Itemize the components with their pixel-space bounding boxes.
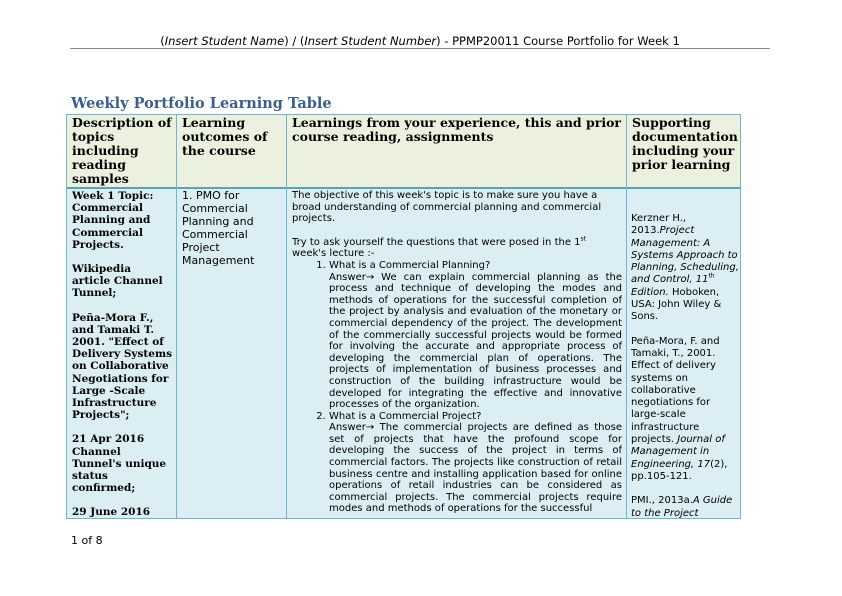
column-header: Description of topics including reading samples bbox=[72, 115, 172, 186]
portfolio-table bbox=[66, 114, 741, 519]
learnings-cell bbox=[292, 190, 622, 518]
header-separator: / bbox=[288, 34, 300, 48]
question-text: 1. What is a Commercial Planning? bbox=[329, 259, 491, 271]
answer-text: Answer→ We can explain commercial planning as the process and technique of developing the modes and methods of operations for the successful completion of the project by analysis and evaluation of the monetary or commercial dependency of the project. The development of the commercially successful projects would be formed for involving the accurate and appropriate process of developing the commercial plan of operations. The projects of implementation of business processes and construction of the building infrastructure would be developed for integrating the effective and innovative processes of the organization. bbox=[329, 271, 622, 411]
column-header: Learning outcomes of the course bbox=[182, 115, 268, 158]
column-learnings bbox=[287, 115, 627, 518]
page-title: Weekly Portfolio Learning Table bbox=[71, 95, 332, 112]
column-header: Supporting documentation including your prior learning bbox=[632, 115, 738, 172]
column-outcomes bbox=[177, 115, 287, 518]
column-documentation bbox=[627, 115, 742, 518]
question-item bbox=[329, 260, 622, 411]
question-text: 2. What is a Commercial Project? bbox=[329, 410, 482, 422]
topic-item: Week 1 Topic: Commercial Planning and Commercial Projects. bbox=[72, 190, 154, 251]
learnings-intro: The objective of this week's topic is to make sure you have a broad understanding of commercial planning and commercial projects. bbox=[292, 190, 602, 225]
topics-cell bbox=[72, 190, 172, 518]
arrow-icon: → bbox=[365, 422, 375, 434]
reference-item: PMI., 2013a.A Guide to the Project bbox=[631, 495, 733, 518]
documentation-cell bbox=[631, 190, 739, 518]
learnings-prompt: Try to ask yourself the questions that were posed in the 1st week's lecture :- bbox=[292, 235, 587, 260]
arrow-icon: → bbox=[365, 271, 375, 283]
reference-item: Peña-Mora, F. and Tamaki, T., 2001. Effect of delivery systems on collaborative negotiations for large-scale infrastructure projects. Journal of Management in Engineering, 17(2), pp.105-121. bbox=[631, 335, 728, 482]
topic-item: 21 Apr 2016 Channel Tunnel's unique status confirmed; bbox=[72, 433, 167, 495]
course-label: - PPMP20011 Course Portfolio for Week 1 bbox=[440, 34, 680, 48]
question-list bbox=[292, 260, 622, 515]
column-header: Learnings from your experience, this and prior course reading, assignments bbox=[292, 115, 622, 144]
topic-item: Wikipedia article Channel Tunnel; bbox=[72, 263, 163, 300]
reference-item: Kerzner H., 2013.Project Management: A Systems Approach to Planning, Scheduling, and Control, 11th Edition. Hoboken, USA: John Wiley & Sons. bbox=[631, 213, 739, 323]
answer-text: Answer→ The commercial projects are defined as those set of projects that have the profound scope for developing the success of the project in terms of commercial factors. The projects like construction of retail business centre and installing application based for online operations of retail industries can be considered as commercial projects. The commercial projects require modes and methods of operations for the successful bbox=[329, 422, 622, 515]
topic-item: 29 June 2016 bbox=[72, 506, 151, 518]
outcome-cell: 1. PMO for Commercial Planning and Commercial Project Management bbox=[182, 189, 255, 267]
page-header: (Insert Student Name) / (Insert Student Number) - PPMP20011 Course Portfolio for Week 1 bbox=[160, 34, 680, 48]
question-item bbox=[329, 411, 622, 515]
header-divider bbox=[70, 48, 770, 49]
page-number: 1 of 8 bbox=[71, 534, 103, 547]
topic-item: Peña-Mora F., and Tamaki T. 2001. "Effect of Delivery Systems on Collaborative Negotiations for Large -Scale Infrastructure Projects"; bbox=[72, 311, 172, 422]
student-number-placeholder: Insert Student Number bbox=[304, 34, 437, 48]
column-topics bbox=[67, 115, 177, 518]
student-name-placeholder: Insert Student Name bbox=[164, 34, 285, 48]
